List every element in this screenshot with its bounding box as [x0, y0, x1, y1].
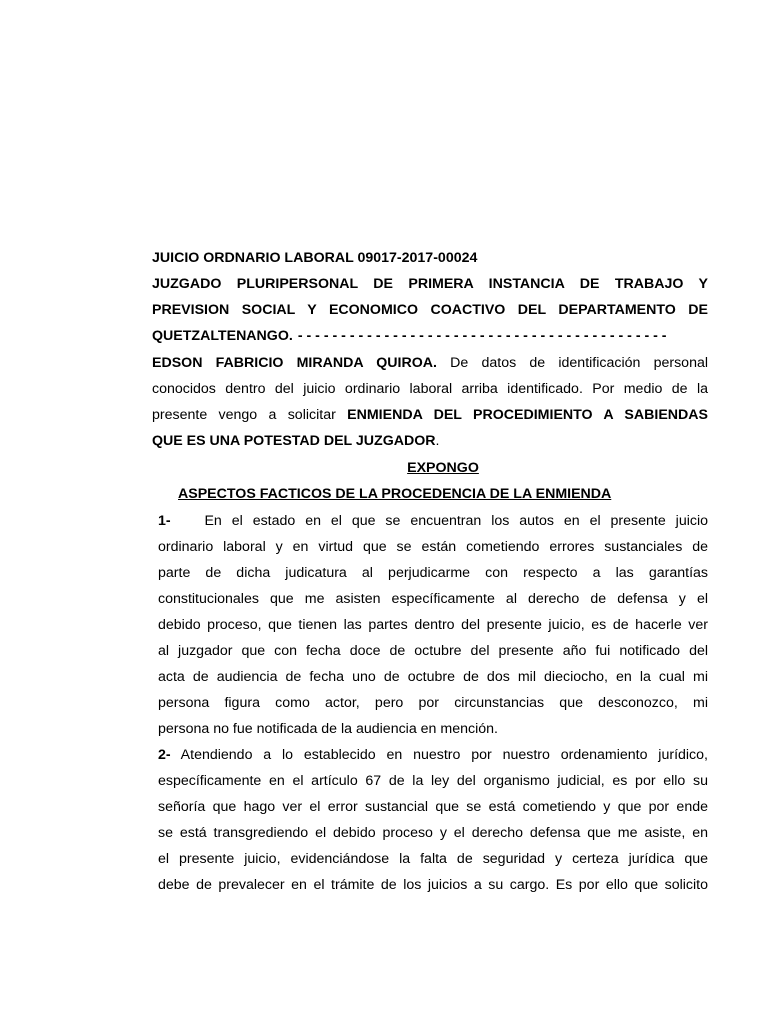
intro-line-1	[152, 350, 708, 376]
case-number: JUICIO ORDNARIO LABORAL 09017-2017-00024	[152, 250, 478, 266]
point-2-line-2: específicamente en el artículo 67 de la ley del organismo judicial, es por ello su	[158, 773, 708, 789]
request-title-2: QUE ES UNA POTESTAD DEL JUZGADOR	[152, 433, 436, 449]
point-2-text-1: Atendiendo a lo establecido en nuestro por nuestro ordenamiento jurídico,	[180, 747, 708, 763]
point-2-number: 2-	[158, 747, 171, 763]
point-1-line-9: persona no fue notificada de la audiencia en mención.	[158, 721, 498, 737]
court-line-1: JUZGADO PLURIPERSONAL DE PRIMERA INSTANCIA DE TRABAJO Y	[152, 276, 708, 292]
request-title-1: ENMIENDA DEL PROCEDIMIENTO A SABIENDAS	[347, 407, 708, 423]
heading-expongo: EXPONGO	[407, 460, 479, 476]
point-1-line-2: ordinario laboral y en virtud que se están cometiendo errores sustanciales de	[158, 539, 708, 555]
point-2-line-1	[158, 742, 708, 768]
point-2-line-4: se está transgrediendo el debido proceso y el derecho defensa que me asiste, en	[158, 825, 708, 841]
intro-line-3	[152, 402, 708, 428]
intro-period: .	[435, 433, 440, 449]
intro-line-1-text: De datos de identificación personal	[450, 355, 708, 371]
point-1-text-1: En el estado en el que se encuentran los autos en el presente juicio	[204, 513, 708, 529]
heading-aspectos: ASPECTOS FACTICOS DE LA PROCEDENCIA DE LA ENMIENDA	[178, 486, 612, 502]
point-1-line-5: debido proceso, que tienen las partes dentro del presente juicio, es de hacerle ver	[158, 617, 708, 633]
point-2-line-6: debe de prevalecer en el trámite de los juicios a su cargo. Es por ello que solicito	[158, 877, 708, 893]
point-2-line-3: señoría que hago ver el error sustancial que se está cometiendo y que por ende	[158, 799, 708, 815]
intro-line-4	[152, 428, 708, 454]
point-1-line-6: al juzgador que con fecha doce de octubre del presente año fui notificado del	[158, 643, 708, 659]
court-line-2: PREVISION SOCIAL Y ECONOMICO COACTIVO DEL DEPARTAMENTO DE	[152, 302, 708, 318]
point-1-line-4: constitucionales que me asisten específicamente al derecho de defensa y el	[158, 591, 708, 607]
point-1-line-8: persona figura como actor, pero por circunstancias que desconozco, mi	[158, 695, 708, 711]
dash-filler: - - - - - - - - - - - - - - - - - - - - - - - - - - - - - - - - - - - - - - - - - - -	[297, 328, 667, 344]
intro-line-2: conocidos dentro del juicio ordinario laboral arriba identificado. Por medio de la	[152, 381, 708, 397]
petitioner-name: EDSON FABRICIO MIRANDA QUIROA.	[152, 355, 437, 371]
court-city: QUETZALTENANGO.	[152, 328, 293, 344]
point-1-line-3: parte de dicha judicatura al perjudicarme con respecto a las garantías	[158, 565, 708, 581]
point-1-line-1	[158, 508, 708, 534]
point-1-line-7: acta de audiencia de fecha uno de octubre de dos mil dieciocho, en la cual mi	[158, 669, 708, 685]
point-1-number: 1-	[158, 513, 171, 529]
point-2-line-5: el presente juicio, evidenciándose la falta de seguridad y certeza jurídica que	[158, 851, 708, 867]
intro-line-3-text: presente vengo a solicitar	[152, 407, 336, 423]
court-line-3	[152, 323, 708, 349]
